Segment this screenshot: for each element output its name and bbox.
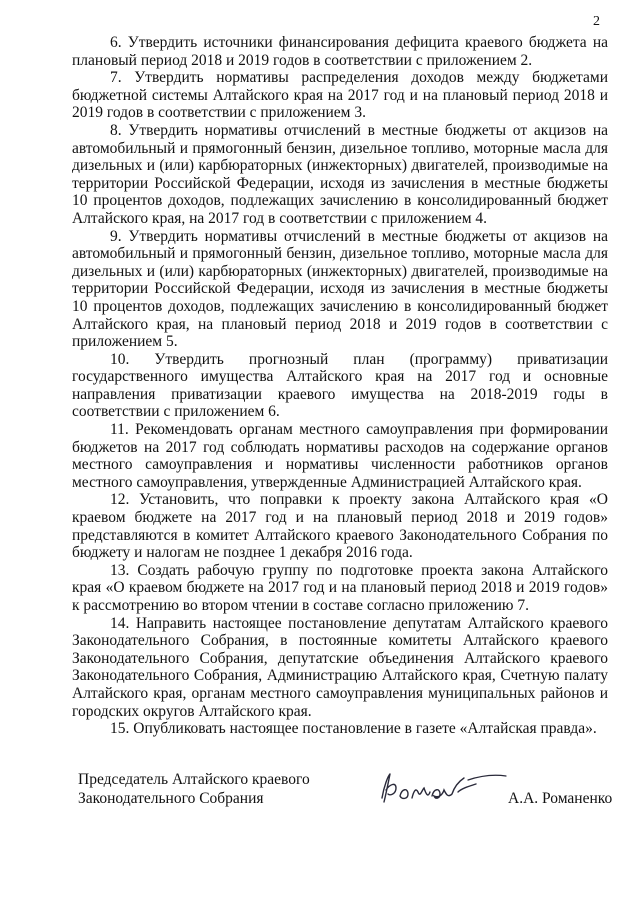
signature-block — [78, 770, 613, 830]
paragraph-11: 11. Рекомендовать органам местного самоуправления при формировании бюджетов на 2017 год соблюдать нормативы расходов на содержание органов местного самоуправления и нормативы численности работников органов местного самоуправления, утвержденные Администрацией Алтайского края. — [72, 421, 608, 491]
paragraph-6: 6. Утвердить источники финансирования дефицита краевого бюджета на плановый период 2018 и 2019 годов в соответствии с приложением 2. — [72, 34, 608, 69]
paragraph-9: 9. Утвердить нормативы отчислений в местные бюджеты от акцизов на автомобильный и прямогонный бензин, дизельное топливо, моторные масла для дизельных и (или) карбюраторных (инжекторных) двигателей, производимые на территории Российской Федерации, исходя из зачисления в местные бюджеты 10 процентов доходов, подлежащих зачислению в консолидированный бюджет Алтайского края, на плановый период 2018 и 2019 годов в соответствии с приложением 5. — [72, 227, 608, 351]
paragraph-14: 14. Направить настоящее постановление депутатам Алтайского краевого Законодательного Собрания, в постоянные комитеты Алтайского краевого Законодательного Собрания, депутатские объединения Алтайского краевого Законодательного Собрания, Администрацию Алтайского края, Счетную палату Алтайского края, органам местного самоуправления муниципальных районов и городских округов Алтайского края. — [72, 614, 608, 720]
resolution-body — [72, 34, 608, 738]
paragraph-7: 7. Утвердить нормативы распределения доходов между бюджетами бюджетной системы Алтайского края на 2017 год и на плановый период 2018 и 2019 годов в соответствии с приложением 3. — [72, 69, 608, 122]
signatory-name: А.А. Романенко — [508, 790, 613, 807]
signatory-title — [78, 770, 378, 808]
paragraph-15: 15. Опубликовать настоящее постановление в газете «Алтайская правда». — [110, 720, 597, 738]
paragraph-13: 13. Создать рабочую группу по подготовке проекта закона Алтайского края «О краевом бюджете на 2017 год и на плановый период 2018 и 2019 годов» к рассмотрению во втором чтении в составе согласно приложению 7. — [72, 561, 608, 614]
paragraph-8: 8. Утвердить нормативы отчислений в местные бюджеты от акцизов на автомобильный и прямогонный бензин, дизельное топливо, моторные масла для дизельных и (или) карбюраторных (инжекторных) двигателей, производимые на территории Российской Федерации, исходя из зачисления в местные бюджеты 10 процентов доходов, подлежащих зачислению в консолидированный бюджет Алтайского края, на 2017 год в соответствии с приложением 4. — [72, 121, 608, 227]
signatory-title-line-1: Председатель Алтайского краевого — [78, 771, 310, 788]
paragraph-12: 12. Установить, что поправки к проекту закона Алтайского края «О краевом бюджете на 2017 год и на плановый период 2018 и 2019 годов» представляются в комитет Алтайского краевого Законодательного Собрания по бюджету и налогам не позднее 1 декабря 2016 года. — [72, 491, 608, 562]
handwritten-signature — [374, 768, 514, 810]
signatory-title-line-2: Законодательного Собрания — [78, 790, 264, 807]
paragraph-10: 10. Утвердить прогнозный план (программу) приватизации государственного имущества Алтайского края на 2017 год и основные направления приватизации краевого имущества на 2018-2019 годы в соответствии с приложением 6. — [72, 350, 608, 421]
page-number: 2 — [593, 14, 600, 29]
